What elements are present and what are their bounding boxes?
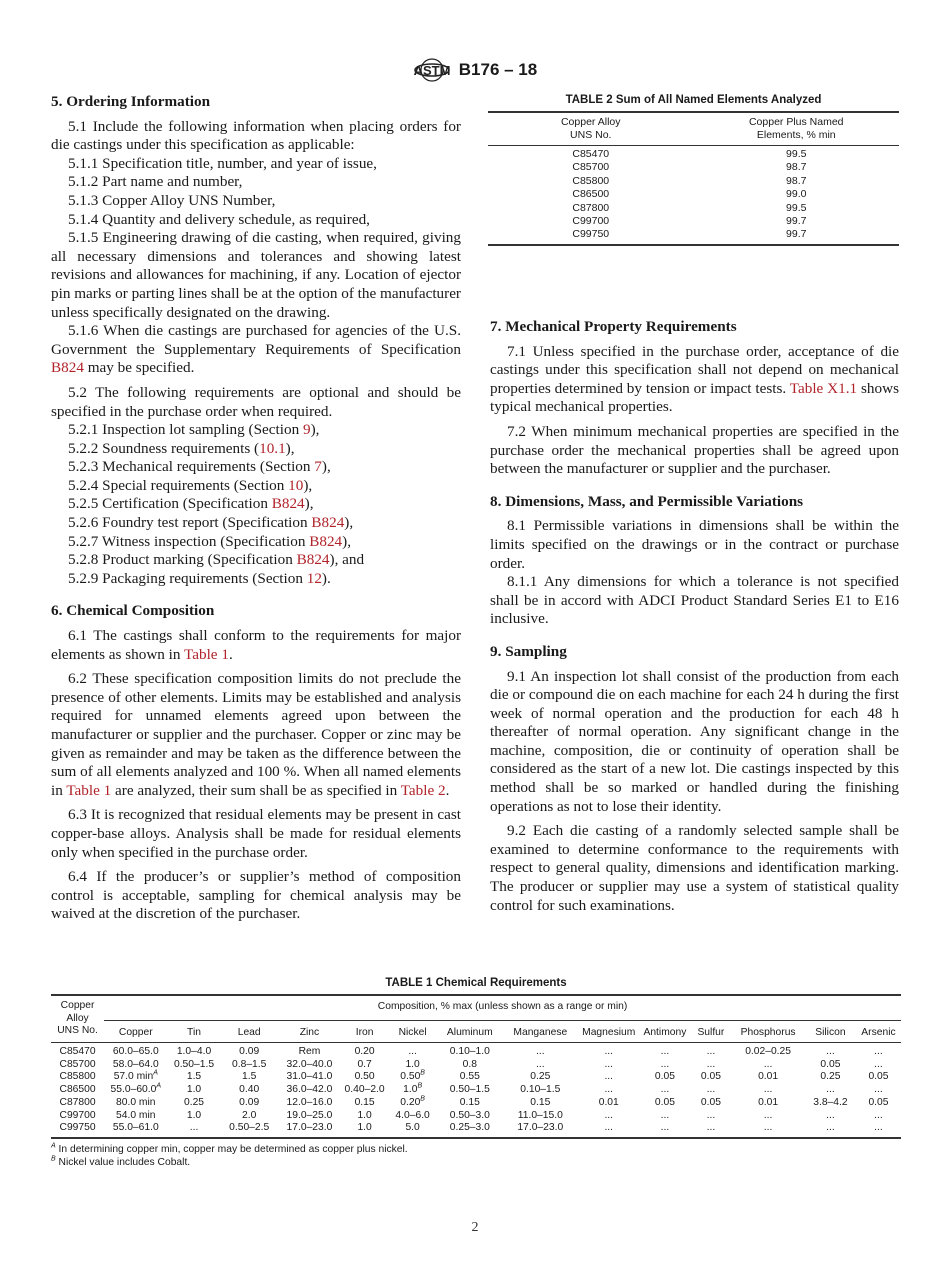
composition-cell: ... (874, 1109, 883, 1121)
list-item: 5.2.7 Witness inspection (Specification B824), (68, 532, 352, 550)
composition-cell: 19.0–25.0 (286, 1109, 333, 1121)
link-table-1[interactable]: Table 1 (184, 645, 229, 663)
composition-cell: ... (731, 1122, 805, 1138)
composition-cell: ... (826, 1109, 835, 1121)
composition-cell: 1.0 (357, 1109, 372, 1121)
composition-cell: 12.0–16.0 (286, 1096, 333, 1108)
paragraph-8-1: 8.1 Permissible variations in dimensions shall be within the limits specified on the drawings or in the contract or purchase order. (490, 517, 899, 572)
composition-cell: ... (536, 1058, 545, 1070)
table-row (51, 1122, 901, 1138)
value-cell: 98.7 (786, 174, 807, 187)
composition-cell: ... (604, 1109, 614, 1121)
table-1 (51, 977, 901, 1169)
cross-reference-link[interactable]: B824 (311, 514, 345, 532)
column-header-nickel: Nickel (388, 1020, 437, 1043)
section-heading: 9. Sampling (490, 642, 567, 660)
uns-number-cell: C87800 (59, 1096, 96, 1108)
list-item: 5.2.8 Product marking (Specification B824), and (68, 551, 365, 569)
table-row (488, 175, 899, 188)
footnote-marker: A (156, 1082, 162, 1090)
composition-cell: 0.02–0.25 (745, 1046, 791, 1057)
composition-cell: ... (706, 1084, 716, 1096)
uns-number-cell: C85700 (572, 161, 610, 174)
composition-cell: ... (536, 1046, 545, 1057)
composition-cell: 0.40–2.0 (344, 1084, 385, 1096)
svg-text:ASTM: ASTM (413, 63, 451, 78)
paragraph-6-2: 6.2 These specification composition limits do not preclude the presence of other elements. Limits may be established and analysis required for unnamed elements agreed upon between the manufacturer or supplier and the purchaser. Copper or zinc may be given as remainder and may be taken as the difference between the sum of all elements analyzed and 100 %. When all named elements in Table 1 are analyzed, their sum shall be as specified in Table 2. (51, 670, 461, 799)
table-1-footnotes (51, 1143, 901, 1169)
composition-cell: 55.0–61.0 (104, 1122, 167, 1138)
table-1-grid (51, 994, 901, 1139)
table-row (51, 1097, 901, 1110)
paragraph-5-1-5: 5.1.5 Engineering drawing of die casting, when required, giving all necessary dimensions and tolerances and showing latest revisions and allowances for machining, if any. Location of ejector pin marks or parting lines shall be at the option of the manufacturer unless specifically designated on the drawing. (51, 229, 461, 321)
composition-cell: 0.55 (459, 1071, 480, 1083)
table-2-grid (488, 111, 899, 246)
composition-cell: 17.0–23.0 (503, 1122, 579, 1138)
composition-cell: 0.25–3.0 (437, 1122, 502, 1138)
table-row (488, 215, 899, 228)
composition-cell: ... (763, 1084, 773, 1096)
composition-cell: 3.8–4.2 (813, 1096, 848, 1108)
composition-cell: ... (660, 1084, 670, 1096)
footnote-marker: B (420, 1069, 425, 1077)
link-b824[interactable]: B824 (51, 359, 84, 377)
composition-cell: 0.09 (239, 1096, 260, 1108)
composition-cell: ... (604, 1071, 614, 1083)
composition-cell: ... (874, 1058, 883, 1070)
composition-cell: 0.15 (530, 1096, 551, 1108)
paragraph-9-1: 9.1 An inspection lot shall consist of the production from each die or compound die on each machine for each 24 h during the first week of normal operation and the production for each 48 h thereafter of normal operation. Any significant change in the machine, composition, die or continuity of operation shall be considered as the start of a new lot. Die castings inspected by this method shall be so marked or handled during the finishing operations as not to lose their identity. (490, 667, 899, 815)
column-header-aluminum: Aluminum (437, 1020, 502, 1043)
composition-cell: 0.05 (868, 1096, 889, 1108)
page-number: 2 (471, 1220, 479, 1235)
uns-number-cell: C85700 (59, 1058, 96, 1070)
composition-cell: ... (660, 1109, 670, 1121)
composition-cell: 0.15 (354, 1096, 375, 1108)
composition-cell: $1.0^B$ (403, 1082, 423, 1096)
uns-number-cell: C86500 (59, 1084, 96, 1096)
composition-cell: ... (874, 1046, 883, 1057)
paragraph-5-1-6: 5.1.6 When die castings are purchased for agencies of the U.S. Government the Supplementary Requirements of Specification B824 may be specified. (51, 322, 461, 377)
composition-cell: ... (805, 1122, 856, 1138)
table-2-caption: TABLE 2 Sum of All Named Elements Analyzed (565, 94, 822, 106)
paragraph-5-1-3: 5.1.3 Copper Alloy UNS Number, (68, 191, 276, 209)
table-2 (488, 94, 899, 246)
cross-reference-link[interactable]: B824 (296, 551, 330, 569)
uns-number-cell: C85470 (572, 148, 610, 160)
section-heading: 8. Dimensions, Mass, and Permissible Variations (490, 492, 804, 510)
composition-cell: 4.0–6.0 (395, 1109, 430, 1121)
composition-cell: 1.0–4.0 (176, 1046, 212, 1057)
value-cell: 99.5 (786, 201, 807, 214)
composition-cell: 1.0 (186, 1109, 202, 1121)
section-heading: 6. Chemical Composition (51, 602, 215, 620)
column-header-lead: Lead (221, 1020, 278, 1043)
composition-cell: 0.01 (758, 1071, 779, 1083)
composition-cell: 0.05 (820, 1058, 841, 1070)
section-7-mechanical-property-requirements (490, 318, 899, 479)
table-row (488, 161, 899, 174)
uns-number-cell: C99700 (572, 215, 610, 228)
composition-cell: 31.0–41.0 (286, 1071, 333, 1083)
value-cell: 99.5 (786, 148, 807, 160)
column-header-magnesium: Magnesium (578, 1020, 639, 1043)
list-item: 5.2.2 Soundness requirements (10.1), (68, 439, 295, 457)
composition-cell: 0.50–1.5 (449, 1084, 490, 1096)
table-1-group-header: Composition, % max (unless shown as a range or min) (104, 995, 901, 1020)
composition-cell: 0.50–2.5 (221, 1122, 278, 1138)
composition-cell: 0.25 (820, 1071, 841, 1083)
composition-cell: 0.25 (530, 1071, 551, 1083)
list-5-2 (51, 421, 461, 588)
composition-cell: 0.05 (868, 1071, 889, 1083)
section-6-chemical-composition (51, 602, 461, 924)
uns-number-cell: C85470 (59, 1046, 96, 1057)
column-header-tin: Tin (167, 1020, 220, 1043)
uns-number-cell: C87800 (572, 201, 610, 214)
composition-cell: 58.0–64.0 (112, 1058, 159, 1070)
paragraph-6-4: 6.4 If the producer’s or supplier’s method of composition control is acceptable, sampling for chemical analysis may be waived at the discretion of the purchaser. (51, 868, 461, 923)
column-header-iron: Iron (341, 1020, 388, 1043)
cross-reference-link[interactable]: B824 (309, 532, 343, 550)
table-1-caption: TABLE 1 Chemical Requirements (385, 977, 567, 989)
section-5-ordering-information (51, 93, 461, 588)
list-item: 5.2.9 Packaging requirements (Section 12). (68, 569, 331, 587)
column-header-copper: Copper (104, 1020, 167, 1043)
composition-cell: ... (826, 1084, 835, 1096)
paragraph-5-1-2: 5.1.2 Part name and number, (68, 173, 243, 191)
paragraph-7-2: 7.2 When minimum mechanical properties are specified in the purchase order the mechanical properties shall be agreed upon between the manufacturer or supplier and the purchaser. (490, 422, 899, 478)
uns-number-cell: C85800 (572, 174, 610, 187)
link-table-2[interactable]: Table 2 (400, 781, 446, 799)
composition-cell: 0.09 (239, 1046, 260, 1057)
composition-cell: 0.8–1.5 (232, 1058, 267, 1070)
uns-number-cell: C86500 (572, 188, 610, 201)
paragraph-5-2: 5.2 The following requirements are optional and should be specified in the purchase order when required. (51, 383, 461, 420)
cross-reference-link[interactable]: 9 (302, 421, 311, 439)
list-item: 5.2.6 Foundry test report (Specification B824), (68, 514, 354, 532)
composition-cell: 0.50–1.5 (173, 1058, 215, 1070)
composition-cell: $55.0-60.0^A$ (110, 1082, 162, 1096)
table-row (488, 202, 899, 215)
composition-cell: 5.0 (388, 1122, 437, 1138)
table-2-header-uns: Copper Alloy UNS No. (488, 112, 694, 146)
composition-cell: ... (578, 1122, 639, 1138)
table-row (51, 1071, 901, 1084)
value-cell: 99.0 (786, 188, 807, 201)
page-header (0, 57, 950, 83)
link-table-x1-1[interactable]: Table X1.1 (789, 379, 858, 397)
composition-cell: ... (763, 1109, 773, 1121)
composition-cell: 2.0 (242, 1109, 257, 1121)
table-2-header-sum: Copper Plus Named Elements, % min (694, 112, 900, 146)
footnote: $^A$ In determining copper min, copper may be determined as copper plus nickel. (51, 1142, 408, 1155)
link-table-1[interactable]: Table 1 (66, 781, 112, 799)
column-header-phosphorus: Phosphorus (731, 1020, 805, 1043)
column-header-arsenic: Arsenic (856, 1020, 901, 1043)
paragraph-9-2: 9.2 Each die casting of a randomly selected sample shall be examined to determine conformance to the requirements with respect to general quality, dimensions and identification marking. The producer or supplier may use a system of statistical quality control for such examinations. (490, 822, 899, 914)
composition-cell: 0.50–3.0 (449, 1109, 490, 1121)
value-cell: 99.7 (694, 228, 900, 244)
composition-cell: 0.01 (598, 1096, 619, 1108)
composition-cell: 36.0–42.0 (286, 1084, 333, 1096)
table-row (51, 1043, 901, 1059)
composition-cell: 0.10–1.5 (520, 1084, 561, 1096)
footnote-marker: A (153, 1069, 158, 1077)
composition-cell: 0.05 (654, 1071, 675, 1083)
uns-number-cell: C99750 (488, 228, 694, 244)
section-heading: 7. Mechanical Property Requirements (490, 318, 737, 335)
uns-number-cell: C99750 (51, 1122, 104, 1138)
composition-cell: ... (604, 1084, 614, 1096)
footnote: $^B$ Nickel value includes Cobalt. (51, 1155, 191, 1168)
composition-cell: ... (706, 1109, 716, 1121)
composition-cell: ... (706, 1046, 716, 1057)
footnote-marker: A (51, 1142, 56, 1150)
footnote-marker: B (420, 1095, 425, 1103)
table-row (51, 1110, 901, 1123)
composition-cell: 57.0 $\min^A$ (113, 1069, 158, 1083)
composition-cell: Rem (298, 1046, 321, 1057)
paragraph-5-1-1: 5.1.1 Specification title, number, and year of issue, (68, 154, 377, 172)
uns-number-cell: C85800 (59, 1071, 96, 1083)
column-header-manganese: Manganese (503, 1020, 579, 1043)
document-id: B176 – 18 (458, 60, 538, 79)
composition-cell: ... (763, 1058, 773, 1070)
table-row (51, 1084, 901, 1097)
composition-cell: ... (660, 1046, 670, 1057)
composition-cell: ... (706, 1058, 716, 1070)
right-column (490, 318, 899, 915)
composition-cell: 1.0 (341, 1122, 388, 1138)
list-item: 5.2.4 Special requirements (Section 10), (68, 476, 313, 494)
column-header-antimony: Antimony (639, 1020, 690, 1043)
composition-cell: 0.20 (354, 1046, 375, 1057)
paragraph-5-1-4: 5.1.4 Quantity and delivery schedule, as required, (68, 210, 370, 228)
footnote-marker: B (51, 1155, 56, 1163)
paragraph-6-3: 6.3 It is recognized that residual elements may be present in cast copper-base alloys. Analysis shall be made for residual elements only when specified in the purchase order. (51, 806, 461, 861)
value-cell: 99.7 (786, 215, 807, 228)
footnote-marker: B (417, 1082, 423, 1090)
cross-reference-link[interactable]: 10 (288, 476, 304, 494)
value-cell: 98.7 (786, 161, 807, 174)
cross-reference-link[interactable]: 12 (306, 569, 322, 587)
left-column (51, 93, 461, 924)
composition-cell: 0.05 (700, 1096, 721, 1108)
composition-cell: ... (639, 1122, 690, 1138)
paragraph-6-1: 6.1 The castings shall conform to the requirements for major elements as shown in Table 1. (51, 627, 461, 663)
composition-cell: 0.15 (459, 1096, 480, 1108)
table-row (488, 228, 899, 244)
composition-cell: 0.50 (354, 1071, 375, 1083)
paragraph-7-1: 7.1 Unless specified in the purchase order, acceptance of die castings under this specification shall not depend on mechanical properties determined by tension or impact tests. Table X1.1 shows typical mechanical properties. (490, 342, 899, 416)
section-heading: 5. Ordering Information (51, 93, 211, 110)
cross-reference-link[interactable]: B824 (271, 495, 305, 513)
cross-reference-link[interactable]: 10.1 (259, 439, 286, 457)
composition-cell: 1.0 (186, 1084, 202, 1096)
composition-cell: ... (604, 1058, 614, 1070)
composition-cell: ... (604, 1046, 614, 1057)
paragraph-5-1: 5.1 Include the following information when placing orders for die castings under this specification as applicable: (51, 117, 461, 154)
composition-cell: ... (856, 1122, 901, 1138)
composition-cell: 0.7 (357, 1058, 372, 1070)
composition-cell: 0.40 (239, 1084, 260, 1096)
cross-reference-link[interactable]: 7 (314, 458, 322, 476)
composition-cell: 17.0–23.0 (278, 1122, 341, 1138)
composition-cell: ... (660, 1058, 670, 1070)
composition-cell: 0.01 (758, 1096, 779, 1108)
composition-cell: $0.20^B$ (400, 1095, 425, 1108)
composition-cell: 0.10–1.0 (449, 1046, 490, 1057)
composition-cell: 54.0 min (116, 1109, 156, 1121)
table-row (51, 1059, 901, 1072)
composition-cell: 1.5 (242, 1071, 257, 1083)
section-8-dimensions (490, 493, 899, 629)
list-item: 5.2.3 Mechanical requirements (Section 7), (68, 458, 331, 476)
paragraph-8-1-1: 8.1.1 Any dimensions for which a tolerance is not specified shall be in accord with ADCI Product Standard Series E1 to E16 inclusive. (490, 573, 899, 628)
composition-cell: 1.0 (405, 1058, 420, 1070)
composition-cell: 0.05 (700, 1071, 721, 1083)
composition-cell: ... (874, 1084, 883, 1096)
table-row (488, 146, 899, 162)
uns-number-cell: C99700 (59, 1109, 96, 1121)
composition-cell: 1.5 (186, 1071, 202, 1083)
column-header-sulfur: Sulfur (690, 1020, 731, 1043)
list-item: 5.2.1 Inspection lot sampling (Section 9), (68, 421, 320, 439)
composition-cell: ... (826, 1046, 835, 1057)
composition-cell: 0.25 (183, 1096, 205, 1108)
composition-cell: 0.8 (462, 1058, 477, 1070)
column-header-zinc: Zinc (278, 1020, 341, 1043)
composition-cell: 32.0–40.0 (286, 1058, 333, 1070)
composition-cell: $0.50^B$ (400, 1069, 425, 1083)
astm-logo-icon (413, 57, 451, 83)
table-1-header-uns: Copper Alloy UNS No. (51, 995, 104, 1043)
list-item: 5.2.5 Certification (Specification B824), (68, 495, 314, 513)
composition-cell: 60.0–65.0 (112, 1046, 159, 1057)
composition-cell: 0.05 (654, 1096, 675, 1108)
composition-cell: ... (408, 1046, 417, 1057)
section-9-sampling (490, 643, 899, 915)
composition-cell: 11.0–15.0 (517, 1109, 563, 1121)
column-header-silicon: Silicon (805, 1020, 856, 1043)
table-row (488, 188, 899, 201)
composition-cell: 80.0 min (116, 1096, 156, 1108)
composition-cell: ... (690, 1122, 731, 1138)
composition-cell: ... (167, 1122, 220, 1138)
